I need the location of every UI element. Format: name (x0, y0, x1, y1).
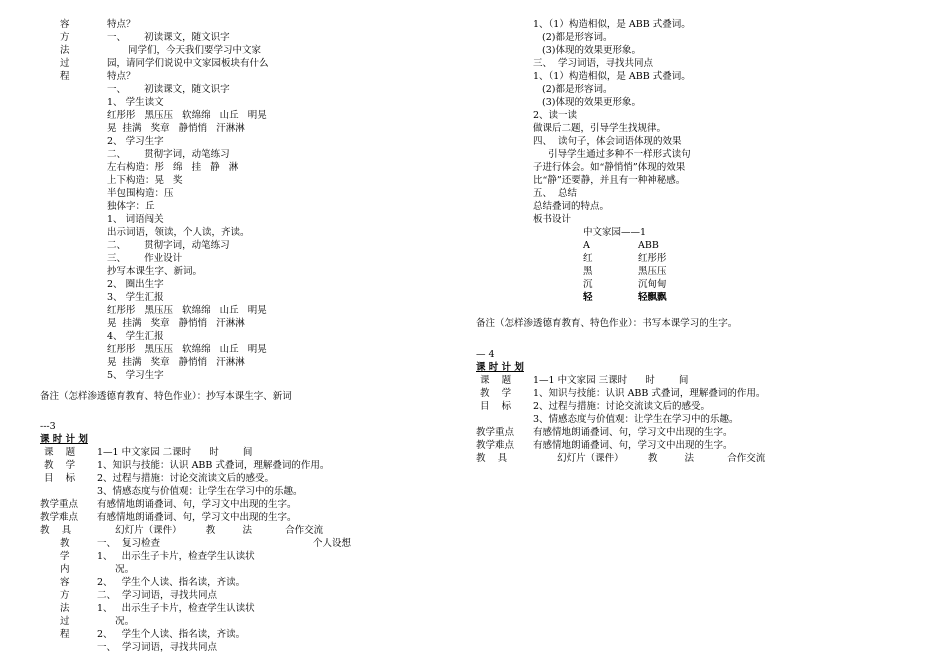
body-line: 晃 挂满 奖章 静悄悄 汗淋淋 (107, 357, 245, 368)
row-label: 教 学 (44, 460, 76, 471)
board-right: 红彤彤 (638, 253, 667, 264)
body-line: 比“静”还要静，并且有一种神秘感。 (533, 175, 686, 186)
body-line: 三、 作业设计 (107, 253, 183, 264)
body-line: (3)体现的效果更形象。 (533, 45, 642, 56)
body-line: 5、 学习生字 (107, 370, 164, 381)
body-line: 板书设计 (533, 214, 572, 225)
teach-label: 程 (60, 71, 70, 82)
body-line: 四、 读句子，体会词语体现的效果 (533, 136, 682, 147)
row-value: 幻灯片（课件） 教 法 合作交流 (533, 453, 766, 464)
body-line: 做课后二题，引导学生找规律。 (533, 123, 667, 134)
row-value: 3、情感态度与价值观：让学生在学习中的乐趣。 (97, 486, 303, 497)
teach-label: 方 (60, 590, 70, 601)
body-line: 红彤彤 黑压压 软绵绵 山丘 明晃 (107, 344, 267, 355)
board-left: 沉 (583, 279, 593, 290)
personal-idea-label: 个人设想 (313, 538, 352, 549)
body-line: 三、 学习词语，寻找共同点 (533, 58, 654, 69)
body-line: 红彤彤 黑压压 软绵绵 山丘 明晃 (107, 305, 267, 316)
body-line: 1、 出示生子卡片，检查学生认读状 (97, 551, 255, 562)
body-line: 况。 (97, 616, 135, 627)
body-line: 晃 挂满 奖章 静悄悄 汗淋淋 (107, 318, 245, 329)
row-label: 教学难点 (40, 512, 79, 523)
body-line: (3)体现的效果更形象。 (533, 97, 642, 108)
row-value: 3、情感态度与价值观：让学生在学习中的乐趣。 (533, 414, 739, 425)
board-right: 黑压压 (638, 266, 667, 277)
row-value: 2、过程与措施：讨论交流读文后的感受。 (97, 473, 275, 484)
body-line: 园，请同学们说说中文家园板块有什么 (107, 58, 269, 69)
row-label: 目 标 (44, 473, 76, 484)
board-left: A (583, 240, 590, 251)
board-left: 轻 (583, 292, 593, 303)
row-value: 1、知识与技能：认识 ABB 式叠词，理解叠词的作用。 (533, 388, 766, 399)
teach-label: 程 (60, 629, 70, 640)
body-line: 总结叠词的特点。 (533, 201, 610, 212)
row-label: 教学难点 (476, 440, 515, 451)
row-label: 目 标 (480, 401, 512, 412)
teach-label: 过 (60, 58, 70, 69)
body-line: 1、 学生读文 (107, 97, 164, 108)
row-value: 有感情地朗诵叠词、句，学习文中出现的生字。 (97, 512, 297, 523)
body-line: 1、 词语闯关 (107, 214, 164, 225)
body-line: (2)都是形容词。 (533, 32, 613, 43)
body-line: 左右构造：彤 绵 挂 静 淋 (107, 162, 239, 173)
body-line: 4、 学生汇报 (107, 331, 164, 342)
body-line: 一、 初读课文，随文识字 (107, 84, 230, 95)
body-line: 1、（1）构造相似，是 ABB 式叠词。 (533, 71, 691, 82)
teach-label: 教 (60, 538, 70, 549)
teach-label: 内 (60, 564, 70, 575)
section-number: ---3 (40, 421, 56, 432)
body-line: 二、 贯彻字词，动笔练习 (107, 240, 230, 251)
board-right: 沉甸甸 (638, 279, 667, 290)
row-label: 教 具 (40, 525, 72, 536)
body-line: 出示词语，领读，个人读，齐读。 (107, 227, 250, 238)
body-line: 1、（1）构造相似，是 ABB 式叠词。 (533, 19, 691, 30)
row-value: 1、知识与技能：认识 ABB 式叠词，理解叠词的作用。 (97, 460, 330, 471)
row-value: 有感情地朗诵叠词、句，学习文中出现的生字。 (533, 440, 733, 451)
board-right: 轻飘飘 (638, 292, 667, 303)
row-value: 有感情地朗诵叠词、句，学习文中出现的生字。 (533, 427, 733, 438)
body-line: 1、 出示生子卡片，检查学生认读状 (97, 603, 255, 614)
body-line: 2、 圈出生字 (107, 279, 164, 290)
body-line: 特点？ (107, 19, 136, 30)
section-heading: 课 时 计 划 (476, 362, 524, 373)
body-line: 引导学生通过多种不一样形式读句 (533, 149, 691, 160)
body-line: (2)都是形容词。 (533, 84, 613, 95)
row-label: 课 题 (480, 375, 512, 386)
teach-label: 法 (60, 603, 70, 614)
section-heading: 课 时 计 划 (40, 434, 88, 445)
row-label: 教学重点 (476, 427, 515, 438)
board-left: 红 (583, 253, 593, 264)
row-value: 1—1 中文家园 三课时 时 间 (533, 375, 689, 386)
board-right: ABB (638, 240, 659, 251)
remarks-note: 备注（怎样渗透德育教育、特色作业）：书写本课学习的生字。 (476, 318, 738, 329)
row-value: 幻灯片（课件） 教 法 合作交流 (97, 525, 324, 536)
row-label: 教 具 (476, 453, 508, 464)
teach-label: 学 (60, 551, 70, 562)
body-line: 2、 学生个人读、指名读，齐读。 (97, 577, 246, 588)
body-line: 独体字：丘 (107, 201, 155, 212)
body-line: 五、 总结 (533, 188, 578, 199)
body-line: 二、 学习词语，寻找共同点 (97, 590, 218, 601)
body-line: 上下构造：晃 奖 (107, 175, 183, 186)
body-line: 特点？ (107, 71, 136, 82)
body-line: 一、 初读课文，随文识字 (107, 32, 230, 43)
body-line: 2、 学生个人读、指名读，齐读。 (97, 629, 246, 640)
teach-label: 容 (60, 577, 70, 588)
body-line: 半包围构造：压 (107, 188, 174, 199)
teach-label: 法 (60, 45, 70, 56)
body-line: 况。 (97, 564, 135, 575)
board-left: 黑 (583, 266, 593, 277)
body-line: 二、 贯彻字词，动笔练习 (107, 149, 230, 160)
body-line: 3、 学生汇报 (107, 292, 164, 303)
row-value: 有感情地朗诵叠词、句，学习文中出现的生字。 (97, 499, 297, 510)
section-number: — 4 (476, 349, 495, 360)
body-line: 一、 学习词语，寻找共同点 (97, 642, 218, 653)
row-label: 教 学 (480, 388, 512, 399)
row-value: 1—1 中文家园 二课时 时 间 (97, 447, 253, 458)
body-line: 红彤彤 黑压压 软绵绵 山丘 明晃 (107, 110, 267, 121)
body-line: 2、 学习生字 (107, 136, 164, 147)
row-value: 2、过程与措施：讨论交流读文后的感受。 (533, 401, 711, 412)
teach-label: 过 (60, 616, 70, 627)
board-title: 中文家园——1 (583, 227, 647, 238)
body-line: 同学们，今天我们要学习中文家 (128, 45, 262, 56)
body-line: 一、 复习检查 (97, 538, 161, 549)
body-line: 2、读一读 (533, 110, 578, 121)
remarks-note: 备注（怎样渗透德育教育、特色作业）：抄写本课生字、新词 (40, 391, 292, 402)
body-line: 晃 挂满 奖章 静悄悄 汗淋淋 (107, 123, 245, 134)
row-label: 教学重点 (40, 499, 79, 510)
teach-label: 方 (60, 32, 70, 43)
row-label: 课 题 (44, 447, 76, 458)
body-line: 抄写本课生字、新词。 (107, 266, 203, 277)
teach-label: 容 (60, 19, 70, 30)
body-line: 子进行体会。如“静悄悄”体现的效果 (533, 162, 686, 173)
